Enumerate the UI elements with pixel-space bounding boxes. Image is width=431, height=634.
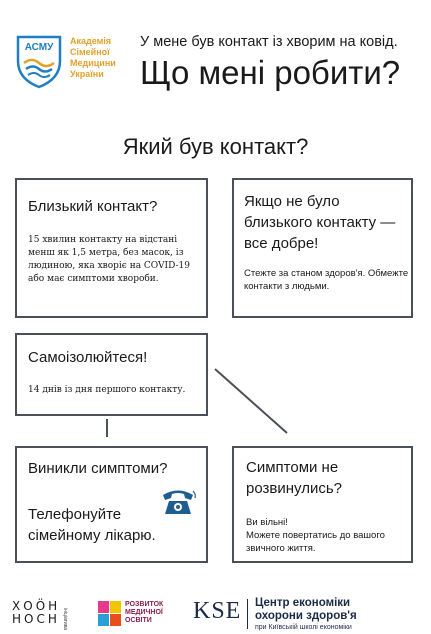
no-close-contact-box (232, 178, 413, 318)
self-isolate-title: Самоізолюйтеся! (28, 349, 148, 366)
asmu-abbr: АСМУ (24, 42, 54, 53)
connector-diagonal (213, 367, 293, 437)
asmu-logo (12, 33, 122, 89)
rozvytok-logo (98, 600, 178, 630)
header-subtitle: У мене був контакт із хворим на ковід. (140, 34, 398, 50)
asmu-name (70, 36, 116, 80)
symptoms-title: Виникли симптоми? (28, 460, 168, 477)
hokhon-letter: Н (47, 612, 60, 626)
hokhon-letter: С (36, 612, 48, 626)
rozvytok-line: ОСВІТИ (125, 617, 152, 624)
hokhon-letter: О (23, 599, 36, 613)
rozvytok-line: МЕДИЧНОЇ (125, 609, 163, 616)
symptoms-body-line: Телефонуйте (28, 506, 122, 523)
self-isolate-body: 14 днів із дня першого контакту. (28, 385, 186, 395)
no-close-contact-title-line: Якщо не було (244, 193, 340, 210)
kse-title-line: Центр економіки (255, 597, 351, 609)
kse-sub: при Київській школі економіки (255, 624, 352, 631)
rozvytok-line: РОЗВИТОК (125, 601, 164, 608)
symptoms-box (15, 446, 208, 563)
asmu-name-line: Сімейної (70, 47, 110, 57)
hokhon-letter: О (24, 612, 37, 626)
rozvytok-mark-icon (98, 601, 122, 627)
no-symptoms-title-line: розвинулись? (246, 480, 342, 497)
phone-icon (160, 488, 196, 516)
no-symptoms-body-line: Ви вільні! (246, 517, 288, 528)
close-contact-title: Близький контакт? (28, 198, 158, 215)
no-close-contact-title (244, 191, 412, 254)
no-symptoms-title-line: Симптоми не (246, 459, 339, 476)
no-close-contact-title-line: все добре! (244, 235, 319, 252)
question-heading: Який був контакт? (122, 134, 309, 159)
page-title: Що мені робити? (140, 54, 401, 91)
hokhon-letter: Н (12, 612, 25, 626)
no-symptoms-title (246, 457, 411, 499)
no-symptoms-body-line: звичного життя. (246, 543, 316, 554)
hokhon-letter: Х (12, 599, 24, 613)
no-symptoms-body-line: Можете повертатись до вашого (246, 530, 385, 541)
no-symptoms-box (232, 446, 413, 563)
symptoms-body (28, 504, 178, 546)
kse-title-line: охорони здоров'я (255, 610, 357, 622)
no-close-contact-body: Стежте за станом здоров'я. Обмежте контакти з людьми. (244, 268, 409, 292)
hokhon-letter: Н (48, 599, 61, 613)
asmu-name-line: Медицини (70, 58, 116, 68)
close-contact-body: 15 хвилин контакту на відстані менш як 1,5 метра, без масок, із людиною, яка хворіє на COVID-19 або має симптоми хвороби. (28, 235, 190, 284)
asmu-name-line: Академія (70, 36, 112, 46)
hokhon-letter: Ӧ (35, 599, 49, 613)
hokhon-tag: ініціатива (62, 608, 68, 631)
hokhon-logo (12, 600, 90, 630)
kse-logo (193, 596, 425, 632)
close-contact-box (15, 178, 208, 318)
asmu-name-line: України (70, 69, 104, 79)
no-symptoms-body (246, 516, 411, 555)
self-isolate-box (15, 333, 208, 416)
connector-vertical (106, 419, 108, 437)
no-close-contact-title-line: близького контакту — (244, 214, 396, 231)
symptoms-body-line: сімейному лікарю. (28, 527, 156, 544)
kse-abbr: KSE (193, 598, 242, 624)
